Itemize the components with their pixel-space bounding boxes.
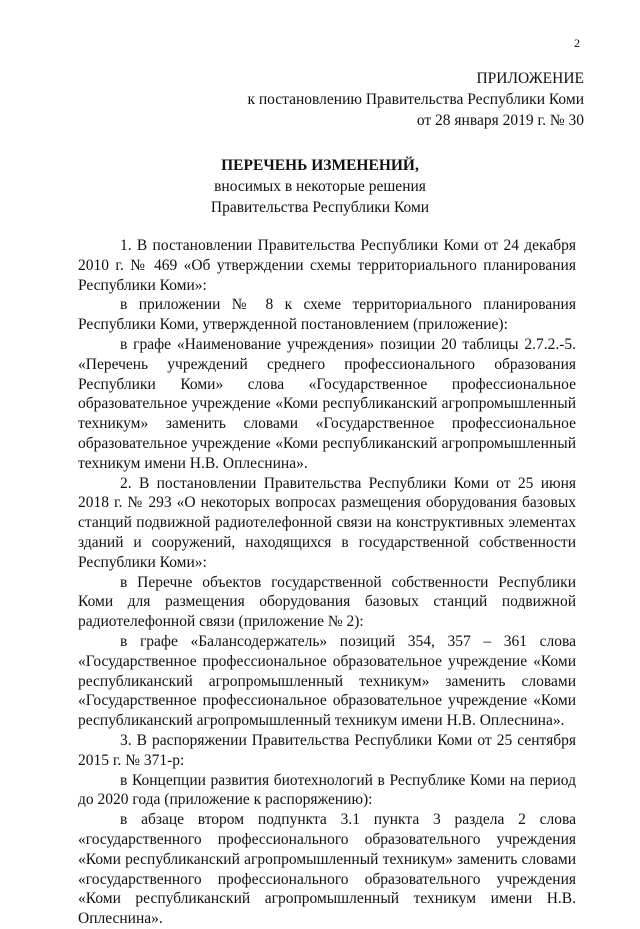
document-subtitle-line-2: Правительства Республики Коми bbox=[210, 199, 430, 216]
appendix-line-2: от 28 января 2019 г. № 30 bbox=[416, 112, 584, 129]
document-heading bbox=[0, 155, 640, 218]
document-body bbox=[78, 236, 576, 929]
paragraph: 3. В распоряжении Правительства Республики Коми от 25 сентября 2015 г. № 371-р: bbox=[78, 731, 576, 769]
paragraph: в графе «Наименование учреждения» позиции 20 таблицы 2.7.2.-5. «Перечень учреждений среднего профессионального образования Республики Коми» слова «Государственное профессиональное образовательное учреждение «Коми республиканский агропромышленный техникум» заменить словами «Государственное профессиональное образовательное учреждение «Коми республиканский агропромышленный техникум имени Н.В. Оплеснина». bbox=[78, 335, 576, 472]
appendix-block bbox=[247, 68, 584, 131]
paragraph: 2. В постановлении Правительства Республики Коми от 25 июня 2018 г. № 293 «О некоторых вопросах размещения оборудования базовых станций подвижной радиотелефонной связи на конструктивных элементах зданий и сооружений, находящихся в государственной собственности Республики Коми»: bbox=[78, 474, 576, 571]
document-subtitle-line-1: вносимых в некоторые решения bbox=[214, 178, 426, 195]
paragraph: 1. В постановлении Правительства Республики Коми от 24 декабря 2010 г. № 469 «Об утверждении схемы территориального планирования Республики Коми»: bbox=[78, 237, 576, 294]
paragraph: в Перечне объектов государственной собственности Республики Коми для размещения оборудования базовых станций подвижной радиотелефонной связи (приложение № 2): bbox=[78, 573, 576, 631]
paragraph: в графе «Балансодержатель» позиций 354, 357 – 361 слова «Государственное профессиональное образовательное учреждение «Коми республиканский агропромышленный техникум» заменить словами «Государственное профессиональное образовательное учреждение «Коми республиканский агропромышленный техникум имени Н.В. Оплеснина». bbox=[78, 632, 576, 730]
appendix-label: ПРИЛОЖЕНИЕ bbox=[476, 70, 584, 87]
paragraph: в абзаце втором подпункта 3.1 пункта 3 раздела 2 слова «государственного профессионального образовательного учреждения «Коми республиканский агропромышленный техникум» заменить словами «государственного профессионального образовательного учреждения «Коми республиканский агропромышленный техникум имени Н.В. Оплеснина». bbox=[78, 811, 576, 928]
paragraph: в Концепции развития биотехнологий в Республике Коми на период до 2020 года (приложение к распоряжению): bbox=[78, 771, 576, 809]
page-number: 2 bbox=[574, 36, 580, 50]
appendix-line-1: к постановлению Правительства Республики Коми bbox=[247, 91, 584, 108]
paragraph: в приложении № 8 к схеме территориального планирования Республики Коми, утвержденной постановлением (приложение): bbox=[78, 296, 576, 334]
document-title: ПЕРЕЧЕНЬ ИЗМЕНЕНИЙ, bbox=[221, 157, 419, 174]
